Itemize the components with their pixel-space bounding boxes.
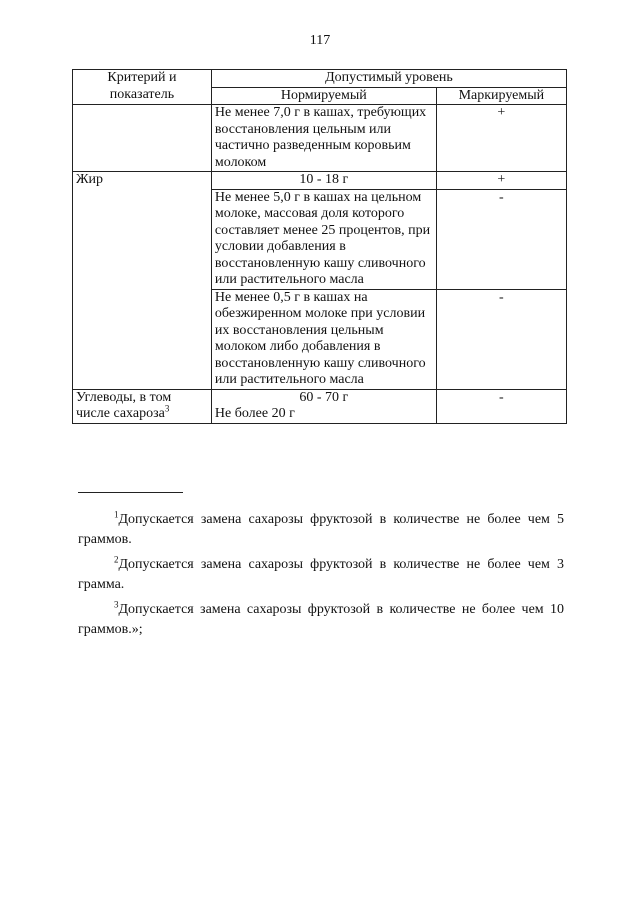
header-allowed-level: Допустимый уровень [211, 70, 566, 88]
table-row [73, 105, 567, 172]
header-normalized: Нормируемый [211, 87, 436, 105]
row-criterion [73, 389, 212, 423]
row-labeled: + [436, 172, 566, 190]
footnote-text: Допускается замена сахарозы фруктозой в количестве не более чем 3 грамма. [78, 557, 564, 592]
row-criterion: Жир [73, 172, 212, 390]
footnote-number: 2 [114, 554, 119, 565]
row-labeled: - [436, 289, 566, 389]
footnote-text: Допускается замена сахарозы фруктозой в количестве не более чем 5 граммов. [78, 512, 564, 547]
footnote-number: 3 [114, 599, 119, 610]
normalized-sucrose: Не более 20 г [214, 406, 295, 421]
page-number: 117 [309, 33, 331, 48]
row-labeled: - [436, 389, 566, 423]
table-header-row [73, 70, 567, 88]
footnote-ref: 3 [164, 403, 170, 414]
table-row [73, 389, 567, 423]
table-row [73, 172, 567, 190]
criteria-table [72, 69, 567, 424]
footnote-text: Допускается замена сахарозы фруктозой в количестве не более чем 10 граммов.»; [78, 602, 564, 637]
header-labeled: Маркируемый [436, 87, 566, 105]
row-normalized: Не менее 7,0 г в кашах, требующих восстановления цельным или частично разведенным коровьим молоком [211, 105, 436, 172]
footnote [78, 600, 564, 640]
row-normalized: Не менее 0,5 г в кашах на обезжиренном молоке при условии их восстановления цельным молоком либо добавления в восстановленную кашу сливочного или растительного масла [211, 289, 436, 389]
criterion-text: Углеводы, в том числе сахароза [76, 389, 172, 421]
footnote [78, 555, 564, 595]
row-normalized: Не менее 5,0 г в кашах на цельном молоке, массовая доля которого составляет менее 25 процентов, при условии добавления в восстановленную кашу сливочного или растительного масла [211, 189, 436, 289]
row-normalized: 10 - 18 г [211, 172, 436, 190]
row-criterion [73, 105, 212, 172]
normalized-carbs: 60 - 70 г [299, 389, 349, 405]
row-labeled: - [436, 189, 566, 289]
header-criterion: Критерий и показатель [73, 70, 212, 105]
footnote-divider [78, 492, 183, 493]
footnote-number: 1 [114, 509, 119, 520]
footnote [78, 510, 564, 550]
footnotes [78, 510, 564, 645]
row-labeled: + [436, 105, 566, 172]
row-normalized [211, 389, 436, 423]
